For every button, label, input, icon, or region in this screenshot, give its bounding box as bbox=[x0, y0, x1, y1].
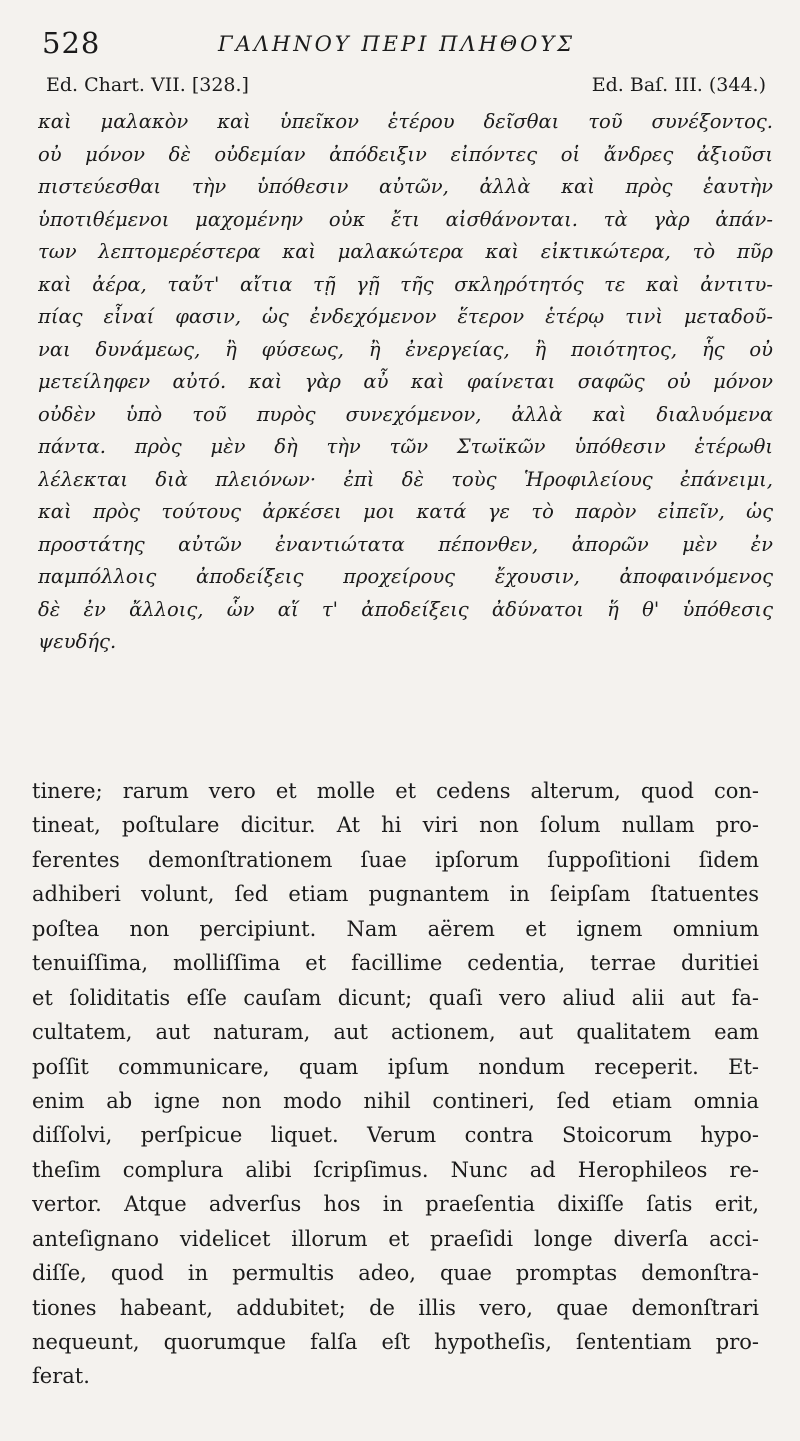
latin-line: cultatem, aut naturam, aut actionem, aut qualitatem eam bbox=[32, 1020, 759, 1045]
greek-line: των λεπτομερέστερα καὶ μαλακώτερα καὶ εἰκτικώτερα, τὸ πῦρ bbox=[38, 240, 773, 263]
latin-line: adhiberi volunt, ſed etiam pugnantem in ſeipſam ſtatuentes bbox=[32, 882, 759, 907]
greek-text bbox=[38, 106, 773, 659]
greek-line: λέλεκται διὰ πλειόνων· ἐπὶ δὲ τοὺς Ἡροφιλείους ἐπάνειμι, bbox=[38, 467, 773, 491]
greek-line: πιστεύεσθαι τὴν ὑπόθεσιν αὐτῶν, ἀλλὰ καὶ πρὸς ἑαυτὴν bbox=[38, 175, 773, 198]
greek-line: ναι δυνάμεως, ἢ φύσεως, ἢ ἐνεργείας, ἢ ποιότητος, ἧς οὐ bbox=[38, 337, 773, 361]
page-number: 528 bbox=[42, 26, 101, 60]
greek-line: καὶ ἀέρα, ταὔτ' αἴτια τῇ γῇ τῆς σκληρότητός τε καὶ ἀντιτυ- bbox=[38, 272, 773, 296]
latin-line: anteſignano videlicet illorum et praeſidi longe diverſa acci- bbox=[32, 1226, 759, 1251]
latin-line: tinere; rarum vero et molle et cedens alterum, quod con- bbox=[32, 779, 759, 803]
latin-line: tiones habeant, addubitet; de illis vero, quae demonſtrari bbox=[32, 1295, 759, 1320]
greek-line: ὑποτιθέμενοι μαχομένην οὐκ ἔτι αἰσθάνονται. τὰ γὰρ ἁπάν- bbox=[38, 207, 773, 231]
edition-basel: Ed. Baſ. III. (344.) bbox=[591, 74, 766, 96]
latin-line: et ſoliditatis eſſe cauſam dicunt; quaſi vero aliud alii aut fa- bbox=[32, 985, 759, 1010]
greek-line: καὶ πρὸς τούτους ἀρκέσει μοι κατά γε τὸ παρὸν εἰπεῖν, ὡς bbox=[38, 500, 773, 523]
greek-line: μετείληφεν αὐτό. καὶ γὰρ αὖ καὶ φαίνεται σαφῶς οὐ μόνον bbox=[38, 370, 773, 393]
edition-references bbox=[46, 74, 766, 104]
latin-line: enim ab igne non modo nihil contineri, ſed etiam omnia bbox=[32, 1088, 759, 1113]
greek-line: πίας εἶναί φασιν, ὡς ἐνδεχόμενον ἕτερον ἑτέρῳ τινὶ μεταδοῦ- bbox=[38, 305, 773, 328]
running-title: ΓΑΛΗΝΟΥ ΠΕΡΙ ΠΛΗΘΟΥΣ bbox=[218, 32, 576, 56]
greek-line: οὐ μόνον δὲ οὐδεμίαν ἀπόδειξιν εἰπόντες οἱ ἄνδρες ἀξιοῦσι bbox=[38, 142, 773, 166]
greek-line: πάντα. πρὸς μὲν δὴ τὴν τῶν Στωϊκῶν ὑπόθεσιν ἑτέρωθι bbox=[38, 435, 773, 458]
latin-line: tineat, poſtulare dicitur. At hi viri non ſolum nullam pro- bbox=[32, 813, 759, 838]
greek-line: οὐδὲν ὑπὸ τοῦ πυρὸς συνεχόμενον, ἀλλὰ καὶ διαλυόμενα bbox=[38, 402, 773, 426]
edition-chartier: Ed. Chart. VII. [328.] bbox=[46, 74, 249, 96]
running-head bbox=[38, 26, 766, 66]
greek-line: προστάτης αὐτῶν ἐναντιώτατα πέπονθεν, ἀπορῶν μὲν ἐν bbox=[38, 532, 773, 556]
greek-line: καὶ μαλακὸν καὶ ὑπεῖκον ἑτέρου δεῖσθαι τοῦ συνέξοντος. bbox=[38, 110, 773, 133]
latin-line: theſim complura alibi ſcripſimus. Nunc ad Herophileos re- bbox=[32, 1157, 759, 1182]
latin-line: ferat. bbox=[32, 1364, 90, 1389]
latin-line: diſſolvi, perſpicue liquet. Verum contra Stoicorum hypo- bbox=[32, 1123, 759, 1148]
greek-line: ψευδής. bbox=[38, 630, 117, 653]
latin-line: poſtea non percipiunt. Nam aërem et ignem omnium bbox=[32, 916, 759, 941]
latin-line: tenuiſſima, molliſſima et facillime cedentia, terrae duritiei bbox=[32, 951, 759, 976]
latin-line: nequeunt, quorumque falſa eſt hypotheſis, ſententiam pro- bbox=[32, 1330, 759, 1354]
latin-line: diſſe, quod in permultis adeo, quae promptas demonſtra- bbox=[32, 1261, 759, 1286]
greek-line: δὲ ἐν ἄλλοις, ὧν αἵ τ' ἀποδείξεις ἀδύνατοι ἥ θ' ὑπόθεσις bbox=[38, 597, 773, 621]
latin-line: ferentes demonſtrationem ſuae ipſorum ſuppoſitioni ſidem bbox=[32, 847, 759, 872]
greek-line: παμπόλλοις ἀποδείξεις προχείρους ἔχουσιν, ἀποφαινόμενος bbox=[38, 565, 773, 588]
latin-text bbox=[32, 774, 759, 1394]
latin-line: vertor. Atque adverſus hos in praeſentia dixiſſe ſatis erit, bbox=[32, 1192, 759, 1217]
latin-line: poſſit communicare, quam ipſum nondum receperit. Et- bbox=[32, 1054, 759, 1079]
